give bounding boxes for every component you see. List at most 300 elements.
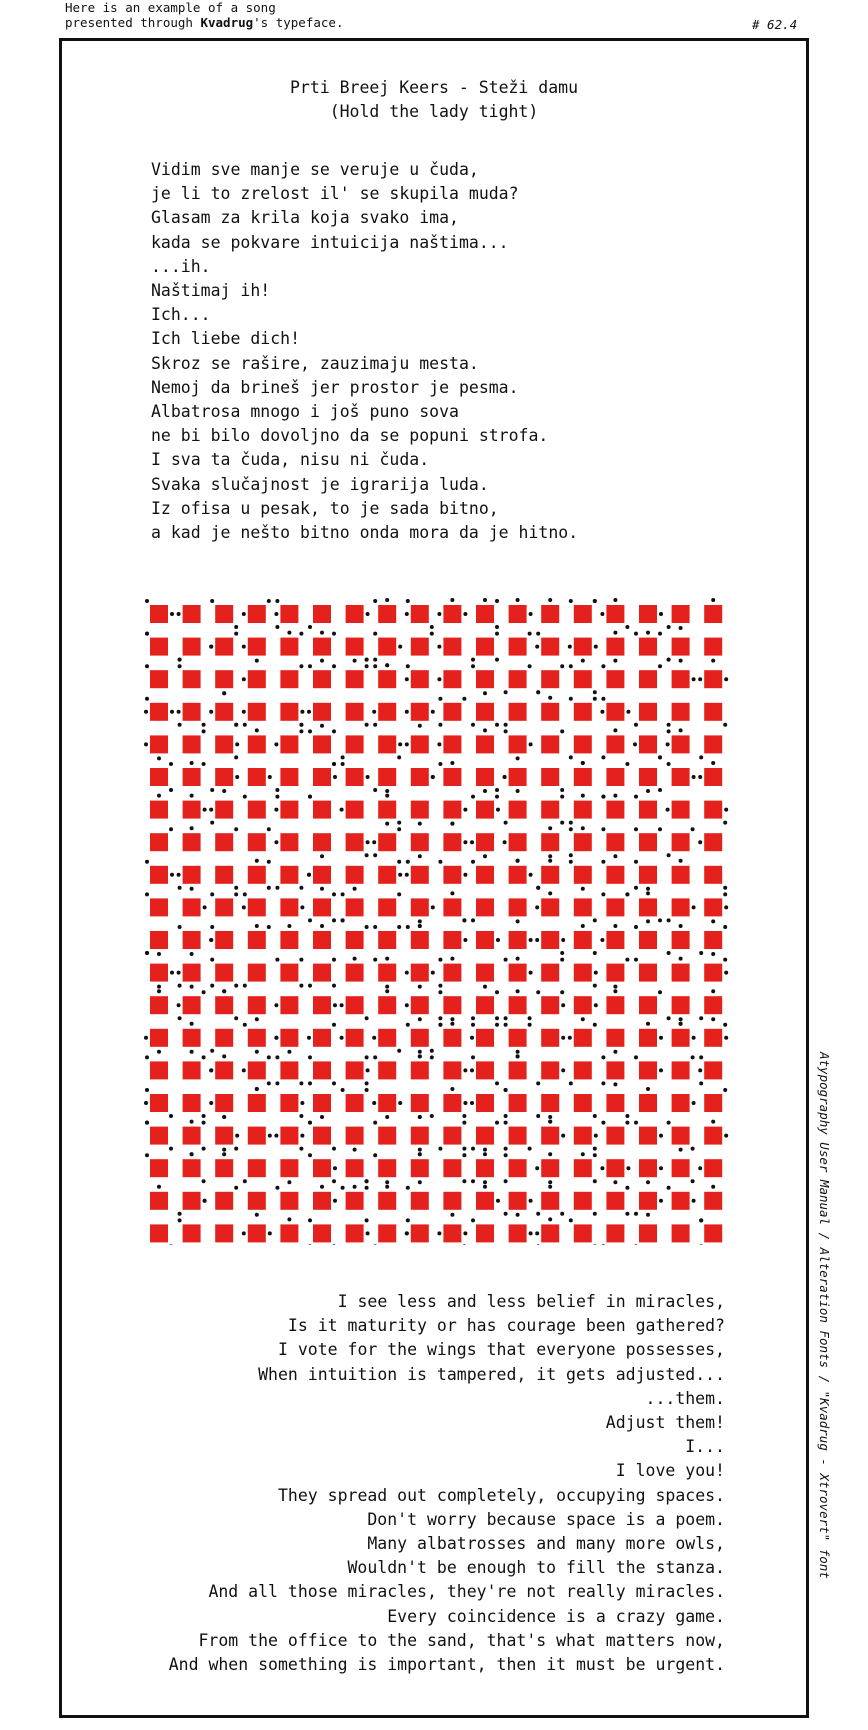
glyph-dot — [667, 918, 671, 922]
lyric-line: Ich... — [151, 305, 211, 325]
glyph-cell — [280, 703, 304, 727]
glyph-dot — [145, 599, 149, 603]
glyph-cell — [437, 735, 461, 753]
glyph-dot — [495, 625, 499, 629]
glyph-dot — [243, 723, 247, 727]
glyph-square — [639, 866, 657, 884]
glyph-dot — [560, 1212, 564, 1216]
glyph-cell — [601, 728, 624, 759]
glyph-square — [509, 670, 527, 688]
glyph-square — [248, 833, 266, 851]
glyph-cell — [373, 957, 396, 989]
glyph-cell — [569, 697, 597, 721]
glyph-dot — [450, 761, 454, 765]
glyph-cell — [503, 833, 527, 851]
glyph-square — [150, 703, 168, 721]
glyph-square — [411, 931, 429, 949]
glyph-dot — [560, 821, 564, 825]
glyph-square — [639, 670, 657, 688]
glyph-dot — [516, 957, 520, 961]
glyph-dot — [307, 873, 311, 877]
glyph-square — [509, 1094, 527, 1112]
glyph-cell — [569, 735, 592, 759]
glyph-cell — [574, 996, 598, 1021]
glyph-dot — [723, 958, 727, 962]
glyph-square — [704, 833, 722, 851]
glyph-square — [574, 768, 592, 786]
glyph-dot — [275, 795, 279, 799]
glyph-dot — [398, 645, 402, 649]
glyph-cell — [704, 892, 728, 923]
glyph-cell — [177, 703, 206, 727]
glyph-cell — [509, 1054, 527, 1079]
glyph-dot — [593, 690, 597, 694]
glyph-square — [704, 1159, 722, 1177]
glyph-square — [672, 605, 690, 623]
glyph-dot — [646, 919, 650, 923]
glyph-dot — [462, 1147, 466, 1151]
glyph-cell — [536, 1094, 559, 1119]
glyph-dot — [178, 658, 182, 662]
glyph-cell — [210, 599, 238, 629]
glyph-square — [313, 898, 331, 916]
glyph-dot — [548, 1120, 552, 1124]
glyph-dot — [462, 1121, 466, 1125]
glyph-cell — [248, 1127, 272, 1145]
glyph-dot — [471, 918, 475, 922]
glyph-cell — [698, 670, 728, 688]
lyric-line: Iz ofisa u pesak, to je sada bitno, — [151, 498, 499, 518]
glyph-dot — [711, 761, 715, 765]
glyph-square — [509, 964, 527, 982]
glyph-dot — [299, 729, 303, 733]
glyph-dot — [535, 905, 539, 909]
glyph-dot — [431, 775, 435, 779]
glyph-dot — [397, 827, 401, 831]
translation-line: Wouldn't be enough to fill the stanza. — [347, 1558, 725, 1578]
glyph-square — [150, 1029, 168, 1047]
glyph-square — [606, 1127, 624, 1145]
glyph-dot — [405, 971, 409, 975]
glyph-dot — [222, 1054, 226, 1058]
glyph-dot — [178, 984, 182, 988]
glyph-cell — [178, 1192, 207, 1216]
glyph-square — [509, 996, 527, 1014]
glyph-dot — [405, 612, 409, 616]
glyph-square — [346, 605, 364, 623]
glyph-dot — [724, 677, 728, 681]
glyph-square — [606, 1029, 624, 1047]
glyph-square — [248, 605, 266, 623]
glyph-dot — [692, 1199, 696, 1203]
glyph-cell — [470, 1023, 499, 1047]
glyph-dot — [385, 1180, 389, 1184]
glyph-cell — [150, 964, 174, 989]
glyph-dot — [299, 664, 303, 668]
glyph-dot — [463, 873, 467, 877]
glyph-square — [313, 996, 331, 1014]
glyph-dot — [450, 1213, 454, 1217]
glyph-dot — [528, 1016, 532, 1020]
glyph-dot — [372, 1101, 376, 1105]
glyph-dot — [601, 795, 605, 799]
glyph-dot — [418, 1050, 422, 1054]
glyph-dot — [275, 1081, 279, 1085]
glyph-dot — [177, 971, 181, 975]
glyph-square — [346, 1061, 364, 1079]
glyph-square — [606, 1061, 624, 1079]
glyph-cell — [372, 703, 396, 727]
glyph-cell — [280, 631, 303, 656]
glyph-cell — [634, 925, 657, 949]
glyph-dot — [471, 1147, 475, 1151]
glyph-square — [313, 1061, 331, 1079]
glyph-square — [672, 638, 690, 656]
glyph-dot — [724, 808, 728, 812]
glyph-cell — [704, 1120, 728, 1145]
glyph-dot — [625, 892, 629, 896]
glyph-square — [183, 1224, 201, 1242]
glyph-dot — [561, 1134, 565, 1138]
glyph-dot — [536, 1212, 540, 1216]
glyph-dot — [243, 984, 247, 988]
glyph-cell — [601, 1224, 624, 1245]
glyph-square — [150, 996, 168, 1014]
glyph-square — [443, 1127, 461, 1145]
glyph-dot — [613, 1180, 617, 1184]
glyph-square — [672, 1224, 690, 1242]
glyph-dot — [560, 958, 564, 962]
glyph-dot — [470, 840, 474, 844]
glyph-cell — [150, 762, 173, 792]
glyph-cell — [443, 891, 466, 922]
glyph-dot — [406, 1186, 410, 1190]
glyph-cell — [504, 1023, 532, 1054]
glyph-square — [509, 1061, 527, 1079]
glyph-square — [672, 964, 690, 982]
glyph-cell — [600, 924, 624, 949]
glyph-dot — [528, 1023, 532, 1027]
glyph-cell — [145, 664, 168, 688]
glyph-dot — [255, 1087, 259, 1091]
lyric-line: Vidim sve manje se veruje u čuda, — [151, 160, 479, 179]
glyph-dot — [450, 891, 454, 895]
glyph-cell — [667, 703, 690, 727]
glyph-dot — [723, 886, 727, 890]
glyph-square — [541, 1192, 559, 1210]
glyph-dot — [613, 659, 617, 663]
glyph-dot — [438, 1147, 442, 1151]
glyph-square — [574, 1127, 592, 1145]
glyph-cell — [704, 638, 722, 663]
glyph-cell — [704, 866, 727, 890]
glyph-square — [280, 898, 298, 916]
glyph-dot — [178, 925, 182, 929]
glyph-square — [672, 931, 690, 949]
glyph-cell — [373, 1224, 396, 1245]
glyph-square — [704, 931, 722, 949]
glyph-square — [509, 898, 527, 916]
glyph-dot — [274, 808, 278, 812]
glyph-dot — [190, 1050, 194, 1054]
glyph-dot — [385, 663, 389, 667]
glyph-cell — [210, 892, 238, 916]
glyph-dot — [634, 723, 638, 727]
glyph-cell — [504, 1153, 527, 1183]
glyph-dot — [209, 1101, 213, 1105]
glyph-dot — [385, 957, 389, 961]
glyph-dot — [299, 1114, 303, 1118]
glyph-cell — [535, 931, 565, 955]
glyph-cell — [639, 990, 662, 1014]
glyph-cell — [144, 1088, 173, 1118]
glyph-dot — [287, 1180, 291, 1184]
glyph-dot — [234, 1186, 238, 1190]
glyph-dot — [308, 1244, 312, 1245]
glyph-square — [443, 866, 461, 884]
glyph-square — [248, 898, 266, 916]
glyph-square — [313, 703, 331, 721]
glyph-cell — [639, 1087, 657, 1112]
glyph-cell — [346, 866, 364, 891]
glyph-dot — [581, 924, 585, 928]
glyph-cell — [672, 1055, 695, 1079]
glyph-dot — [711, 1017, 715, 1021]
glyph-square — [215, 1159, 233, 1177]
glyph-dot — [299, 632, 303, 636]
glyph-dot — [711, 598, 715, 602]
glyph-square — [150, 768, 168, 786]
glyph-dot — [581, 1152, 585, 1156]
glyph-square — [476, 866, 494, 884]
glyph-cell — [378, 794, 401, 826]
glyph-cell — [509, 859, 533, 884]
glyph-square — [509, 638, 527, 656]
glyph-dot — [287, 631, 291, 635]
glyph-square — [541, 964, 559, 982]
glyph-dot — [593, 984, 597, 988]
glyph-dot — [634, 958, 638, 962]
glyph-cell — [275, 958, 303, 988]
glyph-square — [704, 703, 722, 721]
glyph-cell — [471, 860, 494, 884]
glyph-cell — [372, 1094, 402, 1119]
glyph-square — [704, 898, 722, 916]
glyph-dot — [373, 723, 377, 727]
glyph-cell — [280, 664, 303, 688]
glyph-dot — [679, 924, 683, 928]
glyph-square — [248, 931, 266, 949]
glyph-square — [378, 866, 396, 884]
glyph-cell — [209, 925, 233, 949]
glyph-dot — [406, 1218, 410, 1222]
glyph-dot — [333, 1166, 337, 1170]
glyph-square — [639, 1094, 657, 1112]
glyph-dot — [418, 1054, 422, 1058]
glyph-cell — [242, 703, 266, 727]
glyph-square — [704, 1224, 722, 1242]
glyph-dot — [569, 860, 573, 864]
glyph-square — [346, 964, 364, 982]
glyph-dot — [406, 925, 410, 929]
glyph-cell — [341, 762, 370, 786]
glyph-square — [280, 735, 298, 753]
glyph-cell — [405, 664, 429, 688]
glyph-square — [280, 1029, 298, 1047]
glyph-dot — [372, 710, 376, 714]
glyph-square — [346, 1224, 364, 1242]
glyph-cell — [307, 1023, 336, 1047]
glyph-dot — [723, 1088, 727, 1092]
glyph-cell — [536, 1061, 565, 1085]
glyph-dot — [308, 918, 312, 922]
glyph-dot — [431, 710, 435, 714]
glyph-cell — [248, 859, 271, 890]
glyph-cell — [411, 632, 434, 656]
glyph-dot — [593, 697, 597, 701]
glyph-cell — [476, 931, 500, 949]
glyph-cell — [150, 1224, 173, 1245]
glyph-dot — [275, 1055, 279, 1059]
glyph-square — [346, 735, 364, 753]
glyph-cell — [504, 664, 532, 694]
glyph-cell — [698, 1159, 722, 1177]
glyph-dot — [711, 919, 715, 923]
glyph-cell — [601, 794, 624, 819]
glyph-dot — [634, 795, 638, 799]
glyph-dot — [569, 1218, 573, 1222]
glyph-square — [541, 1127, 559, 1145]
glyph-dot — [593, 951, 597, 955]
glyph-dot — [581, 794, 585, 798]
glyph-cell — [145, 632, 168, 656]
glyph-dot — [267, 827, 271, 831]
glyph-cell — [509, 632, 532, 656]
glyph-cell — [639, 1022, 663, 1047]
glyph-cell — [209, 1054, 233, 1079]
glyph-square — [411, 866, 429, 884]
glyph-cell — [378, 989, 396, 1014]
glyph-dot — [625, 1212, 629, 1216]
glyph-dot — [667, 762, 671, 766]
glyph-dot — [504, 958, 508, 962]
glyph-square — [509, 866, 527, 884]
glyph-cell — [145, 1121, 173, 1151]
glyph-cell — [667, 762, 696, 786]
glyph-dot — [202, 729, 206, 733]
glyph-square — [150, 964, 168, 982]
glyph-square — [672, 1127, 690, 1145]
glyph-cell — [667, 605, 690, 630]
glyph-cell — [308, 1218, 336, 1245]
glyph-dot — [659, 1166, 663, 1170]
glyph-square — [639, 964, 657, 982]
glyph-dot — [332, 892, 336, 896]
glyph-cell — [601, 827, 624, 858]
glyph-square — [378, 1224, 396, 1242]
glyph-dot — [581, 1017, 585, 1021]
glyph-square — [215, 703, 233, 721]
glyph-dot — [398, 742, 402, 746]
glyph-dot — [646, 1022, 650, 1026]
glyph-square — [280, 638, 298, 656]
glyph-dot — [679, 659, 683, 663]
glyph-cell — [569, 599, 597, 623]
glyph-square — [215, 866, 233, 884]
glyph-cell — [574, 1192, 597, 1216]
glyph-dot — [483, 728, 487, 732]
glyph-dot — [242, 710, 246, 714]
glyph-dot — [308, 729, 312, 733]
glyph-dot — [255, 1017, 259, 1021]
glyph-square — [411, 1159, 429, 1177]
glyph-cell — [405, 735, 429, 753]
glyph-cell — [535, 632, 559, 656]
glyph-square — [476, 898, 494, 916]
glyph-square — [509, 703, 527, 721]
glyph-cell — [242, 892, 266, 916]
glyph-cell — [144, 1029, 168, 1054]
glyph-cell — [406, 924, 429, 949]
glyph-square — [509, 1159, 527, 1177]
glyph-dot — [711, 989, 715, 993]
glyph-cell — [536, 1185, 564, 1216]
glyph-dot — [600, 1166, 604, 1170]
glyph-square — [476, 638, 494, 656]
glyph-cell — [574, 964, 598, 988]
glyph-square — [443, 801, 461, 819]
glyph-cell — [308, 892, 336, 922]
glyph-dot — [438, 990, 442, 994]
glyph-cell — [443, 833, 467, 851]
glyph-cell — [666, 801, 690, 819]
glyph-square — [574, 605, 592, 623]
glyph-dot — [157, 1050, 161, 1054]
glyph-cell — [569, 664, 597, 694]
glyph-square — [248, 801, 266, 819]
glyph-cell — [606, 631, 624, 663]
glyph-square — [509, 833, 527, 851]
glyph-dot — [243, 795, 247, 799]
glyph-cell — [606, 958, 629, 989]
glyph-square — [476, 703, 494, 721]
glyph-dot — [398, 873, 402, 877]
glyph-cell — [183, 826, 201, 851]
glyph-dot — [320, 659, 324, 663]
glyph-square — [541, 931, 559, 949]
glyph-dot — [320, 1115, 324, 1119]
glyph-dot — [274, 1036, 278, 1040]
glyph-dot — [483, 854, 487, 858]
glyph-dot — [667, 853, 671, 857]
lyric-line: Naštimaj ih! — [151, 281, 271, 301]
glyph-dot — [373, 925, 377, 929]
glyph-square — [476, 801, 494, 819]
glyph-dot — [698, 1068, 702, 1072]
glyph-square — [215, 735, 233, 753]
glyph-square — [313, 605, 331, 623]
glyph-dot — [405, 1003, 409, 1007]
glyph-cell — [509, 898, 527, 923]
glyph-square — [378, 670, 396, 688]
glyph-dot — [613, 854, 617, 858]
glyph-dot — [373, 658, 377, 662]
glyph-dot — [210, 892, 214, 896]
glyph-dot — [157, 989, 161, 993]
glyph-dot — [275, 1186, 279, 1190]
glyph-cell — [639, 664, 662, 688]
glyph-square — [411, 833, 429, 851]
